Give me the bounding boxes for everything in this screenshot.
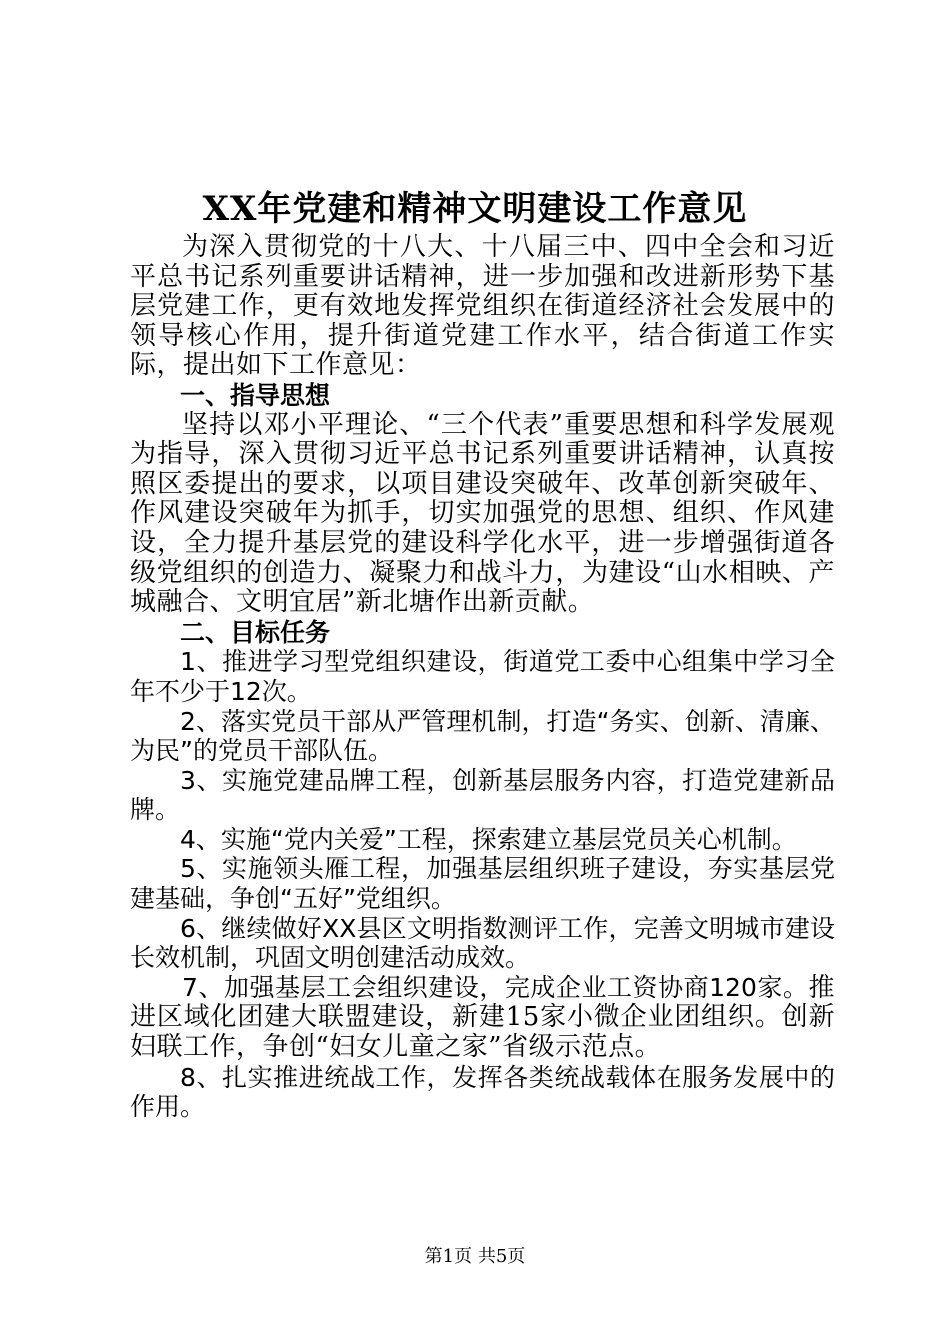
task-item-7 (130, 973, 835, 1063)
task-item-7-rest: 推进区域化团建大联盟建设，新建15家小微企业团组织。创新妇联工作，争创“妇女儿童之家”省级示范点。 (130, 972, 835, 1063)
task-item-6: 6、继续做好XX县区文明指数测评工作，完善文明城市建设长效机制，巩固文明创建活动成效。 (130, 913, 835, 973)
task-item-3: 3、实施党建品牌工程，创新基层服务内容，打造党建新品牌。 (130, 765, 835, 825)
task-item-2: 2、落实党员干部从严管理机制，打造“务实、创新、清廉、为民”的党员干部队伍。 (130, 706, 835, 766)
document-body (130, 233, 835, 1122)
section-heading-guiding-ideology: 一、指导思想 (180, 380, 331, 410)
guiding-ideology-paragraph: 坚持以邓小平理论、“三个代表”重要思想和科学发展观为指导，深入贯彻习近平总书记系列重要讲话精神，认真按照区委提出的要求，以项目建设突破年、改革创新突破年、作风建设突破年为抓手，切实加强党的思想、组织、作风建设，全力提升基层党的建设科学化水平，进一步增强街道各级党组织的创造力、凝聚力和战斗力，为建设“山水相映、产城融合、文明宜居”新北塘作出新贡献。 (130, 409, 835, 618)
task-item-7-main: 7、加强基层工会组织建设，完成企业工资协商120家。 (182, 972, 809, 1002)
section-heading-goals-tasks: 二、目标任务 (180, 617, 331, 647)
page-footer: 第1页 共5页 (424, 1246, 526, 1267)
task-item-5: 5、实施领头雁工程，加强基层组织班子建设，夯实基层党建基础，争创“五好”党组织。 (130, 854, 835, 914)
task-item-1: 1、推进学习型党组织建设，街道党工委中心组集中学习全年不少于12次。 (130, 647, 835, 706)
intro-paragraph: 为深入贯彻党的十八大、十八届三中、四中全会和习近平总书记系列重要讲话精神，进一步加强和改进新形势下基层党建工作，更有效地发挥党组织在街道经济社会发展中的领导核心作用，提升街道党建工作水平，结合街道工作实际，提出如下工作意见： (130, 232, 835, 381)
document-title: XX年党建和精神文明建设工作意见 (202, 189, 748, 229)
task-item-4: 4、实施“党内关爱”工程，探索建立基层党员关心机制。 (180, 824, 797, 854)
task-item-8: 8、扎实推进统战工作，发挥各类统战载体在服务发展中的作用。 (130, 1062, 835, 1122)
